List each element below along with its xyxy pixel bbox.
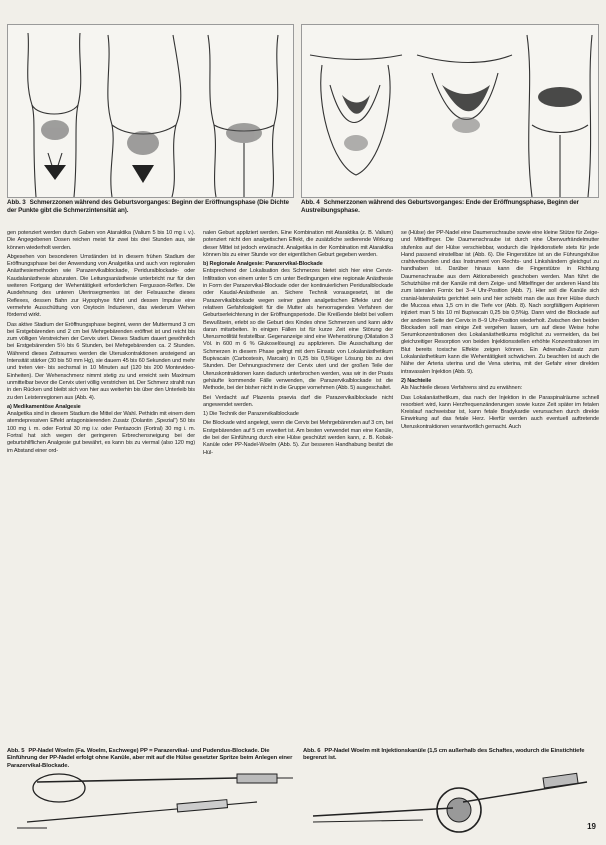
figure-4-number: Abb. 4 (301, 199, 320, 206)
paragraph: nalen Geburt appliziert werden. Eine Kombination mit Ataraktika (z. B. Valium) potenziert nicht den analgetischen Effekt, die zusätzliche sedierende Wirkung dieser Mittel ist jedoch erwünscht. Analgetika in der Kombination mit Ataraktika können bis zu einer Stunde vor der eigentlichen Geburt gegeben werden. (203, 230, 393, 258)
figure-4-caption (301, 199, 599, 215)
figure-3-caption (7, 199, 293, 215)
figure-6-caption (303, 748, 599, 763)
figure-5-caption (7, 748, 297, 770)
figure-5-number: Abb. 5 (7, 748, 25, 754)
page-number: 19 (587, 822, 596, 831)
paragraph: Als Nachteile dieses Verfahrens sind zu erwähnen: (401, 385, 523, 392)
paragraph: Entsprechend der Lokalisation des Schmerzes bietet sich hier eine Cervix-Infiltration von einem unter 5 cm unter Bedingungen eine regionale Anästhesie in Form der Parazervikal-Blockade oder der kontinuierlichen Periduralblockade oder Kaudal-Anästhesie an. Sichere Technik vorausgesetzt, ist die Parazervikalblockade wegen seiner guten analgetischen Effekte und der relativen Gefahrlosigkeit für die Mutter als hervorragendes Verfahren der Geburtserleichterung in der Eröffnungsperiode. Die Kreißende bleibt bei vollem Bewußtsein, erlebt so die Geburt des Kindes ohne Schmerzen und kann aktiv daran mitarbeiten. In einigen Fällen ist für kurze Zeit eine Störung der Uterusmotilität feststellbar. Gegenanzeige sind eine Wehenstörung (Dilatation 3 Völ. in 600 m 6 % Glukoselösung) zu applizieren. Die Ausschaltung der Schmerzen in diesem Phase gelingt mit dem Einsatz von Lokalanästhetikum Bupivacain (Carbostesin, Marcain) in 0,25 bis 0,5%iger Lösung bis zu drei Stunden. Der Dehnungsschmerz der Cervix uteri und der großen Teile der Uteruskontraktionen kann dadurch unterbrochen werden, was wir in der Praxis gehäufte kommende Fälle verwenden, die Parazervikalblockade ist die Methode, bei der bisher nicht in die Gruppe vornehmen (Abb. 5) ausgeschaltet. (203, 268, 393, 392)
figure-5-text: PP-Nadel Woelm (Fa. Woelm, Eschwege) PP = Parazervikal- und Pudendus-Blockade. Die Einführung der PP-Nadel erfolgt ohne Kanüle, aber mit auf die Hülse gesetzter Spritze beim Anlegen einer Parazervikal-Blockade. (7, 748, 293, 769)
paragraph: Das Lokalanästhetikum, das nach der Injektion in die Paraspinalräume schnell resorbiert wird, kann Herzfrequenzänderungen sowie kurze Zeit später im fetalen Kreislauf nachweisbar ist, kann fetale Bradykardie verursachen durch direkte Einwirkung auf das fetale Herz. Hierfür werden auch eventuell auftretende Uteruskontraktionen verantwortlich gemacht. Auch (401, 394, 599, 430)
paragraph: 1) Die Technik der Parazervikalblockade (203, 411, 299, 418)
figure-6-image (303, 772, 593, 836)
section-heading: b) Regionale Analgesie: Parazervikal-Blockade (203, 261, 323, 268)
figure-4-text: Schmerzzonen während des Geburtsvorganges: Ende der Eröffnungsphase, Beginn der Austreibungsphase. (301, 199, 579, 214)
paragraph: gen potenziert werden durch Gaben von Ataraktika (Valium 5 bis 10 mg i. v.). Die Angegebenen Dosen reichen meist für zwei bis drei Stunden aus, sie können wiederholt werden. (7, 230, 195, 251)
paragraph: se (Hülse) der PP-Nadel eine Daumenschraube sowie eine kleine Stütze für Zeige- und Mittelfinger. Die Daumenschraube ist durch eine Überwurfrändelmutter stufenlos auf der Hülse verschiebbar, wodurch die Injektionstiefe stets für jede Hand passend einstellbar ist (Abb. 6). Die Fingerstütze ist an die Führungshülse crahtverbunden und das Instrument von Rechts- und Linkshändern gleichgut zu handhaben ist. Darüber hinaus kann die Fingerstütze in Richtung Daumenschraube aus dem Aktionsbereich geschoben werden. Man führt die Schutzhülse mit der Kanüle mit dem Zeige- und Mittelfinger der anderen Hand bis zum lateralen Fornix bei 3–4 Uhr-Position (Abb. 7). Hier soll die Kanüle sich cranial-lateralwärts gerichtet sein und hier schiebt man die aus ihrer Hülse durch die Mucosa etwa 1,5 cm in die Tiefe vor (Abb. 8). Nach sorgfältigem Aspirieren injiziert man 5 bis 10 ml Bupivacain 0,25 bis 0,5%ig. Dann wird die Blockade auf der anderen Seite der Cervix in 8–9 Uhr-Position wiederholt. Zwischen den beiden Blockaden soll man einige Zeit vergehen lassen, um auf diese Weise hohe Serumkonzentrationen des Lokalanästhetikums möglichst zu vermeiden, da bei gleichzeitiger Resorption von beiden Injektionsstellen erhöhte Konzentrationen im Blut bereits toxische Effekte zeigen können. Ein Adrenalin-Zusatz zum Lokalanästhetikum kann die Wehentätigkeit schwächen. Zu beachten ist auch die Nähe der Arteria uterina und die Vena uterina, mit der Gefahr einer direkten intravasalen Injektion (Abb. 9). (401, 230, 599, 375)
figure-4-image (301, 24, 599, 198)
figure-6-text: PP-Nadel Woelm mit Injektionskanüle (1,5 cm außerhalb des Schaftes, wodurch die Einstichtiefe begrenzt ist. (303, 748, 585, 762)
paragraph: Bei Verdacht auf Plazenta praevia darf die Parazervikalblockade nicht angewendet werden. (203, 394, 393, 408)
paragraph: Das aktive Stadium der Eröffnungsphase beginnt, wenn der Muttermund 3 cm bei Erstgebärenden und 2 cm bei Mehrgebärenden eröffnet ist und reicht bis zum völligen Verstreichen der Cervix uteri. Dieses Stadium dauert gewöhnlich bei Erstgebärenden 5½ bis 6 Stunden, bei Mehrgebärenden ca. 2 Stunden. Während dieses Zeitraumes werden die Uteruskontraktionen ansteigend an Intensität stärker (30 bis 50 mm Hg), sie dauern 45 bis 60 Sekunden und mehr und treten vier- bis sechsmal in 10 Minuten auf (120 bis 200 Montevideo-Einheiten). Der Wehenschmerz nimmt stetig zu und erreicht sein Maximum unmittelbar bevor die Cervix uteri völlig verstrichen ist. Der Schmerz strahlt nun in den Rücken und bleibt sich von hier aus weiterhin bis über den Unterleib bis zu den Leistenregionen aus (Abb. 4). (7, 321, 195, 401)
figure-5-image (7, 772, 297, 836)
text-column-left (7, 230, 195, 742)
paragraph: Die Blockade wird angelegt, wenn die Cervix bei Mehrgebärenden auf 3 cm, bei Erstgebärenden auf 5 cm erweitert ist. Am besten verwendet man eine Kanüle, die bei der Einführung durch eine Hülse geschützt werden kann, z. B. Kobak-Kanüle oder PP-Nadel-Woelm (Abb. 5). Zur besseren Handhabung besitzt die Hül- (203, 420, 393, 456)
figure-6-number: Abb. 6 (303, 748, 321, 754)
text-column-middle (203, 230, 393, 742)
figure-3-number: Abb. 3 (7, 199, 26, 206)
text-column-right (401, 230, 599, 742)
section-heading: 2) Nachteile (401, 377, 432, 384)
figure-3-text: Schmerzzonen während des Geburtsvorganges: Beginn der Eröffnungsphase (Die Dichte der Punkte gibt die Schmerzintensität an). (7, 199, 289, 214)
paragraph: Analgetika sind in diesem Stadium die Mittel der Wahl. Pethidin mit einem dem atemdepressiven Effekt antagonisierenden Zusatz (Dolantin „Spezial“) 50 bis 100 mg i. m. oder Fortral 30 mg i.v. oder Pentazocin (Fortral) 30 mg i. m. Fortral hat sich wegen der geringeren Erbrechensneigung bei der geburtshilflichen Analgesie gut bewährt, es kann bis zu viermal (also 120 mg) im Abstand einer ord- (7, 411, 195, 454)
figure-3-image (7, 24, 294, 198)
section-heading: a) Medikamentöse Analgesie (7, 403, 81, 410)
paragraph: Abgesehen von besonderen Umständen ist in diesem frühen Stadium der Eröffnungsphase bei der Anwendung von Analgetika und auch von regionalen Anästhesiemethoden wie Parazervikalblockade, Periduralblockade- oder Kaudalanästhesie abzuraten. Die Leitungsanästhesie unterbricht nur für den weiteren Fortgang der Wehentätigkeit erforderlichen Fergusson-Reflex. Die Ausdehnung des unteren Uterinsegmentes ist der Felsuasche dieses Reflexes, dessen Bahn zur Hypophyse führt und dessen Impulse eine vermehrte Ausschüttung von Oxytocin Induzieren, das wiederum Wehen fördernd wirkt. (7, 253, 195, 319)
